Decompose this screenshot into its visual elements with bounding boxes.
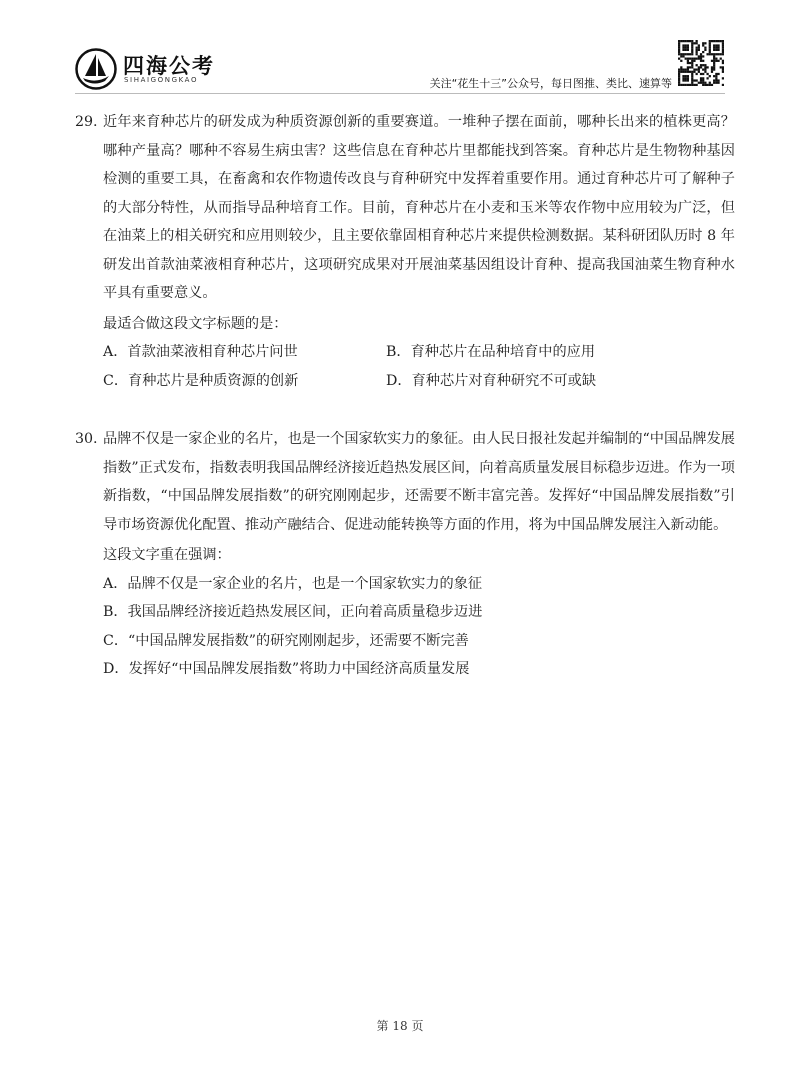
question-prompt: 这段文字重在强调： (103, 547, 231, 563)
header-tagline: 关注“花生十三”公众号，每日图推、类比、速算等 (429, 77, 672, 90)
logo-english-name: SIHAIGONGKAO (124, 76, 199, 84)
question-29 (75, 108, 735, 395)
question-number: 29. (75, 114, 98, 130)
option-d: D．发挥好“中国品牌发展指数”将助力中国经济高质量发展 (103, 661, 470, 677)
option-c: C．“中国品牌发展指数”的研究刚刚起步，还需要不断完善 (103, 632, 469, 649)
qr-code-icon (678, 40, 724, 86)
question-prompt: 最适合做这段文字标题的是： (103, 315, 288, 332)
sailboat-logo-icon (75, 48, 117, 90)
header-divider (75, 93, 725, 94)
question-text: 品牌不仅是一家企业的名片，也是一个国家软实力的象征。由人民日报社发起并编制的“中国品牌发展指数”正式发布，指数表明我国品牌经济接近趋热发展区间，向着高质量发展目标稳步迈进。作为一项新指数，“中国品牌发展指数”的研究刚刚起步，还需要不断丰富完善。发挥好“中国品牌发展指数”引导市场资源优化配置、推动产融结合、促进动能转换等方面的作用，将为中国品牌发展注入新动能。 (103, 431, 735, 533)
option-b: B．育种芯片在品种培育中的应用 (386, 344, 596, 360)
option-a: A．品牌不仅是一家企业的名片，也是一个国家软实力的象征 (103, 575, 483, 592)
answer-options (103, 570, 735, 684)
page-number: 第 18 页 (376, 1019, 424, 1033)
brand-logo (75, 48, 245, 93)
option-a: A．首款油菜液相育种芯片问世 (103, 344, 298, 360)
question-30 (75, 425, 735, 684)
page-header (0, 0, 800, 95)
question-stem (75, 425, 735, 539)
answer-options (103, 338, 735, 395)
logo-chinese-name: 四海公考 (123, 54, 215, 78)
option-d: D．育种芯片对育种研究不可或缺 (386, 372, 597, 389)
question-stem (75, 108, 735, 308)
option-b: B．我国品牌经济接近趋热发展区间，正向着高质量稳步迈进 (103, 604, 483, 620)
question-text: 近年来育种芯片的研发成为种质资源创新的重要赛道。一堆种子摆在面前，哪种长出来的植株更高？哪种产量高？哪种不容易生病虫害？这些信息在育种芯片里都能找到答案。育种芯片是生物物种基因检测的重要工具，在畜禽和农作物遗传改良与育种研究中发挥着重要作用。通过育种芯片可了解种子的大部分特性，从而指导品种培育工作。目前，育种芯片在小麦和玉米等农作物中应用较为广泛，但在油菜上的相关研究和应用则较少，且主要依靠固相育种芯片来提供检测数据。某科研团队历时 8 年研发出首款油菜液相育种芯片，这项研究成果对开展油菜基因组设计育种、提高我国油菜生物育种水平具有重要意义。 (103, 114, 735, 301)
option-c: C．育种芯片是种质资源的创新 (103, 372, 299, 389)
question-number: 30. (75, 431, 98, 447)
